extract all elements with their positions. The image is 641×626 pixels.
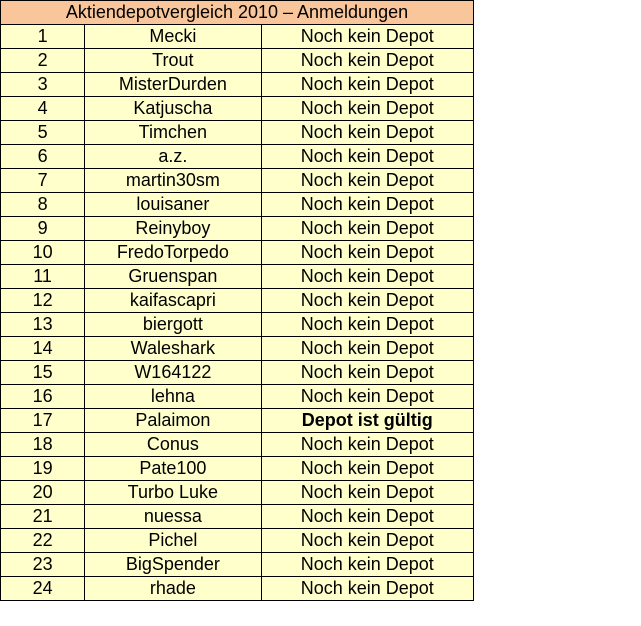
depot-status: Noch kein Depot: [261, 25, 473, 49]
table-row: [1, 577, 474, 601]
depot-status: Noch kein Depot: [261, 553, 473, 577]
row-number: 20: [1, 481, 85, 505]
depot-status: Noch kein Depot: [261, 265, 473, 289]
participant-name: Pate100: [85, 457, 261, 481]
depot-status: Noch kein Depot: [261, 529, 473, 553]
depot-status: Noch kein Depot: [261, 169, 473, 193]
participant-name: Gruenspan: [85, 265, 261, 289]
depot-status: Noch kein Depot: [261, 505, 473, 529]
table-body: [1, 25, 474, 601]
row-number: 2: [1, 49, 85, 73]
row-number: 24: [1, 577, 85, 601]
participant-name: Conus: [85, 433, 261, 457]
depot-status: Noch kein Depot: [261, 289, 473, 313]
row-number: 8: [1, 193, 85, 217]
row-number: 1: [1, 25, 85, 49]
depot-status: Noch kein Depot: [261, 49, 473, 73]
depot-status: Noch kein Depot: [261, 121, 473, 145]
row-number: 10: [1, 241, 85, 265]
depot-status: Noch kein Depot: [261, 97, 473, 121]
depot-status: Noch kein Depot: [261, 577, 473, 601]
participant-name: Waleshark: [85, 337, 261, 361]
table-row: [1, 73, 474, 97]
row-number: 18: [1, 433, 85, 457]
table-row: [1, 409, 474, 433]
depot-status: Noch kein Depot: [261, 313, 473, 337]
row-number: 23: [1, 553, 85, 577]
depot-status: Noch kein Depot: [261, 433, 473, 457]
participant-name: lehna: [85, 385, 261, 409]
table-row: [1, 385, 474, 409]
row-number: 16: [1, 385, 85, 409]
table-row: [1, 433, 474, 457]
table-row: [1, 337, 474, 361]
table-row: [1, 169, 474, 193]
table-row: [1, 49, 474, 73]
table-row: [1, 145, 474, 169]
participant-name: louisaner: [85, 193, 261, 217]
depot-status: Noch kein Depot: [261, 145, 473, 169]
participant-name: a.z.: [85, 145, 261, 169]
table-row: [1, 193, 474, 217]
title-row: [1, 1, 474, 25]
table-row: [1, 553, 474, 577]
row-number: 7: [1, 169, 85, 193]
table-row: [1, 529, 474, 553]
depot-status: Noch kein Depot: [261, 337, 473, 361]
row-number: 14: [1, 337, 85, 361]
depot-status: Noch kein Depot: [261, 361, 473, 385]
table-row: [1, 289, 474, 313]
participant-name: Reinyboy: [85, 217, 261, 241]
row-number: 12: [1, 289, 85, 313]
participant-name: Timchen: [85, 121, 261, 145]
table-row: [1, 265, 474, 289]
row-number: 21: [1, 505, 85, 529]
row-number: 19: [1, 457, 85, 481]
depot-status: Noch kein Depot: [261, 385, 473, 409]
table-row: [1, 481, 474, 505]
table-row: [1, 241, 474, 265]
depot-status: Noch kein Depot: [261, 457, 473, 481]
participant-name: nuessa: [85, 505, 261, 529]
table-row: [1, 121, 474, 145]
participant-name: W164122: [85, 361, 261, 385]
row-number: 13: [1, 313, 85, 337]
participant-name: MisterDurden: [85, 73, 261, 97]
participant-name: Turbo Luke: [85, 481, 261, 505]
row-number: 15: [1, 361, 85, 385]
participant-name: FredoTorpedo: [85, 241, 261, 265]
row-number: 9: [1, 217, 85, 241]
depot-status: Depot ist gültig: [261, 409, 473, 433]
depot-status: Noch kein Depot: [261, 73, 473, 97]
participant-name: rhade: [85, 577, 261, 601]
table-row: [1, 97, 474, 121]
row-number: 3: [1, 73, 85, 97]
table-row: [1, 505, 474, 529]
participant-name: Palaimon: [85, 409, 261, 433]
table-row: [1, 25, 474, 49]
table-row: [1, 361, 474, 385]
participant-name: kaifascapri: [85, 289, 261, 313]
participant-name: Pichel: [85, 529, 261, 553]
participant-name: Katjuscha: [85, 97, 261, 121]
row-number: 5: [1, 121, 85, 145]
row-number: 4: [1, 97, 85, 121]
table-title: Aktiendepotvergleich 2010 – Anmeldungen: [1, 1, 474, 25]
table-row: [1, 457, 474, 481]
table-row: [1, 313, 474, 337]
row-number: 17: [1, 409, 85, 433]
row-number: 11: [1, 265, 85, 289]
table-row: [1, 217, 474, 241]
depot-status: Noch kein Depot: [261, 481, 473, 505]
participant-name: biergott: [85, 313, 261, 337]
participant-name: Trout: [85, 49, 261, 73]
depot-status: Noch kein Depot: [261, 193, 473, 217]
row-number: 22: [1, 529, 85, 553]
participant-name: BigSpender: [85, 553, 261, 577]
row-number: 6: [1, 145, 85, 169]
participant-name: martin30sm: [85, 169, 261, 193]
participant-name: Mecki: [85, 25, 261, 49]
depot-status: Noch kein Depot: [261, 241, 473, 265]
depot-status: Noch kein Depot: [261, 217, 473, 241]
